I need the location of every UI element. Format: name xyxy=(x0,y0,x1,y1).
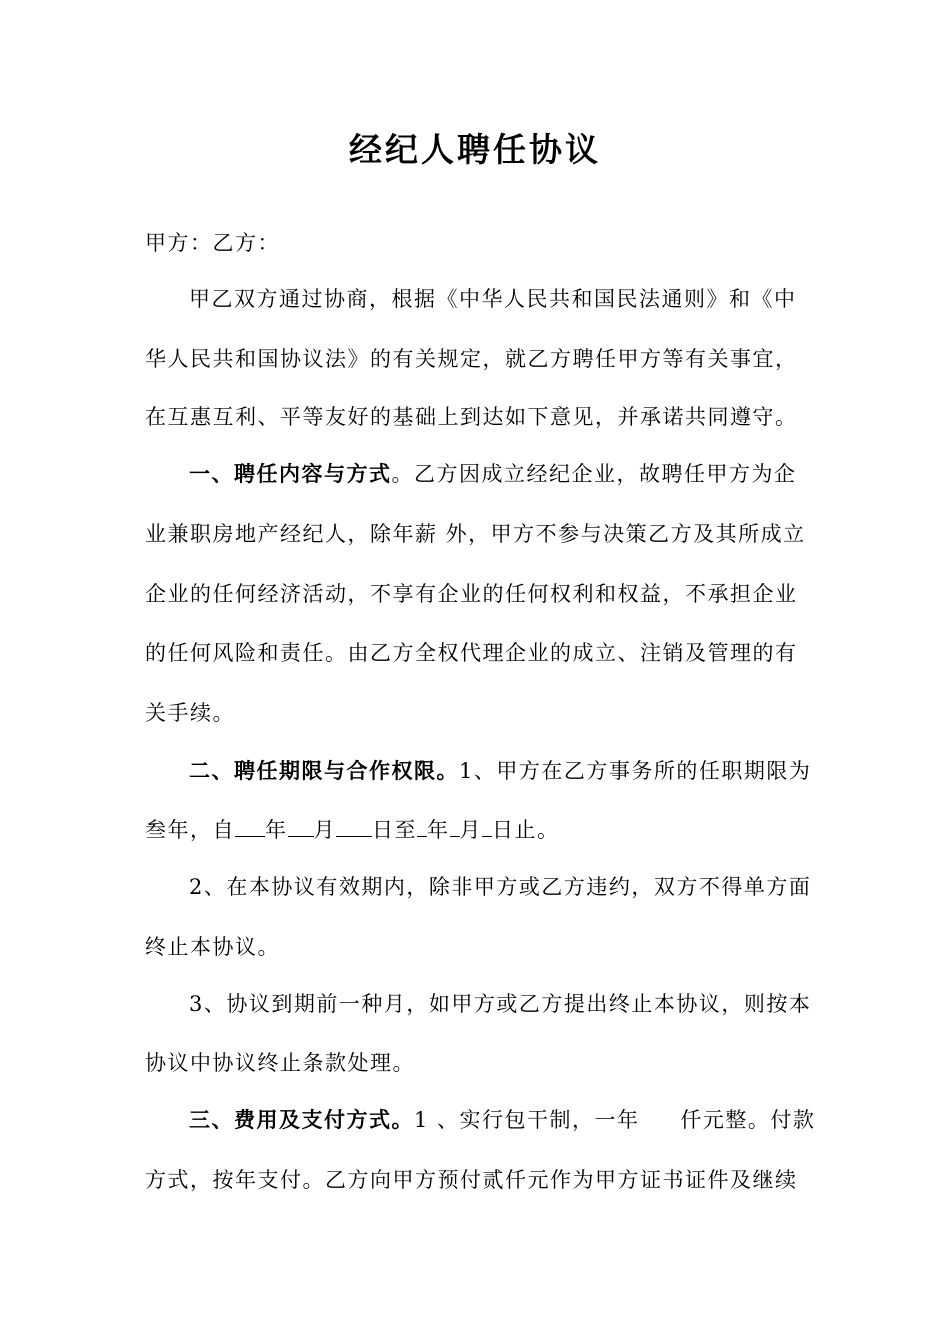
section2-first-text: 1、甲方在乙方事务所的任职期限为 xyxy=(459,759,812,783)
term-prefix: 叁年，自 xyxy=(145,818,235,842)
section2-heading: 二、聘任期限与合作权限。 xyxy=(189,758,459,783)
section1-line-5: 关手续。 xyxy=(145,701,235,725)
term-year2-label: 年 xyxy=(427,818,450,842)
term-end-month-blank xyxy=(450,816,460,837)
section1-line-4: 的任何风险和责任。由乙方全权代理企业的成立、注销及管理的有 xyxy=(145,641,798,665)
section1-first-text: 。乙方因成立经纪企业，故聘任甲方为企 xyxy=(391,462,797,486)
section3-line-2: 方式，按年支付。乙方向甲方预付贰仟元作为甲方证书证件及继续 xyxy=(145,1168,798,1192)
term-start-year-blank xyxy=(235,816,265,837)
term-end-label: 日止。 xyxy=(492,818,560,842)
term-end-day-blank xyxy=(482,816,492,837)
section2-item3-line-1: 3、协议到期前一种月，如甲方或乙方提出终止本协议，则按本 xyxy=(189,992,812,1016)
section2-first-line xyxy=(189,756,812,786)
section1-line-2: 业兼职房地产经纪人，除年薪 外，甲方不参与决策乙方及其所成立 xyxy=(145,522,806,546)
term-year-label: 年 xyxy=(265,818,288,842)
section2-item3-line-2: 协议中协议终止条款处理。 xyxy=(145,1051,415,1075)
intro-line-1: 甲乙双方通过协商，根据《中华人民共和国民法通则》和《中 xyxy=(189,287,797,311)
parties-line: 甲方：乙方： xyxy=(145,231,280,255)
term-start-day-blank xyxy=(336,816,372,837)
section2-item2-line-1: 2、在本协议有效期内，除非甲方或乙方违约，双方不得单方面 xyxy=(189,875,812,899)
section1-first-line xyxy=(189,459,809,489)
section3-first-text: 1 、实行包干制，一年 仟元整。付款 xyxy=(414,1108,816,1132)
section2-term-line xyxy=(145,815,810,845)
intro-line-3: 在互惠互利、平等友好的基础上到达如下意见，并承诺共同遵守。 xyxy=(145,405,798,429)
section1-heading: 一、聘任内容与方式 xyxy=(189,461,392,486)
intro-line-2: 华人民共和国协议法》的有关规定，就乙方聘任甲方等有关事宜， xyxy=(145,347,798,371)
section3-heading: 三、费用及支付方式。 xyxy=(189,1107,414,1132)
document-title: 经纪人聘任协议 xyxy=(349,130,601,169)
term-end-year-blank xyxy=(417,816,427,837)
section2-item2-line-2: 终止本协议。 xyxy=(145,935,280,959)
term-start-month-blank xyxy=(288,816,314,837)
term-month-label: 月 xyxy=(313,818,336,842)
term-month2-label: 月 xyxy=(459,818,482,842)
section1-line-3: 企业的任何经济活动，不享有企业的任何权利和权益，不承担企业 xyxy=(145,582,798,606)
term-day-to-label: 日至 xyxy=(372,818,417,842)
section3-first-line xyxy=(189,1105,816,1135)
